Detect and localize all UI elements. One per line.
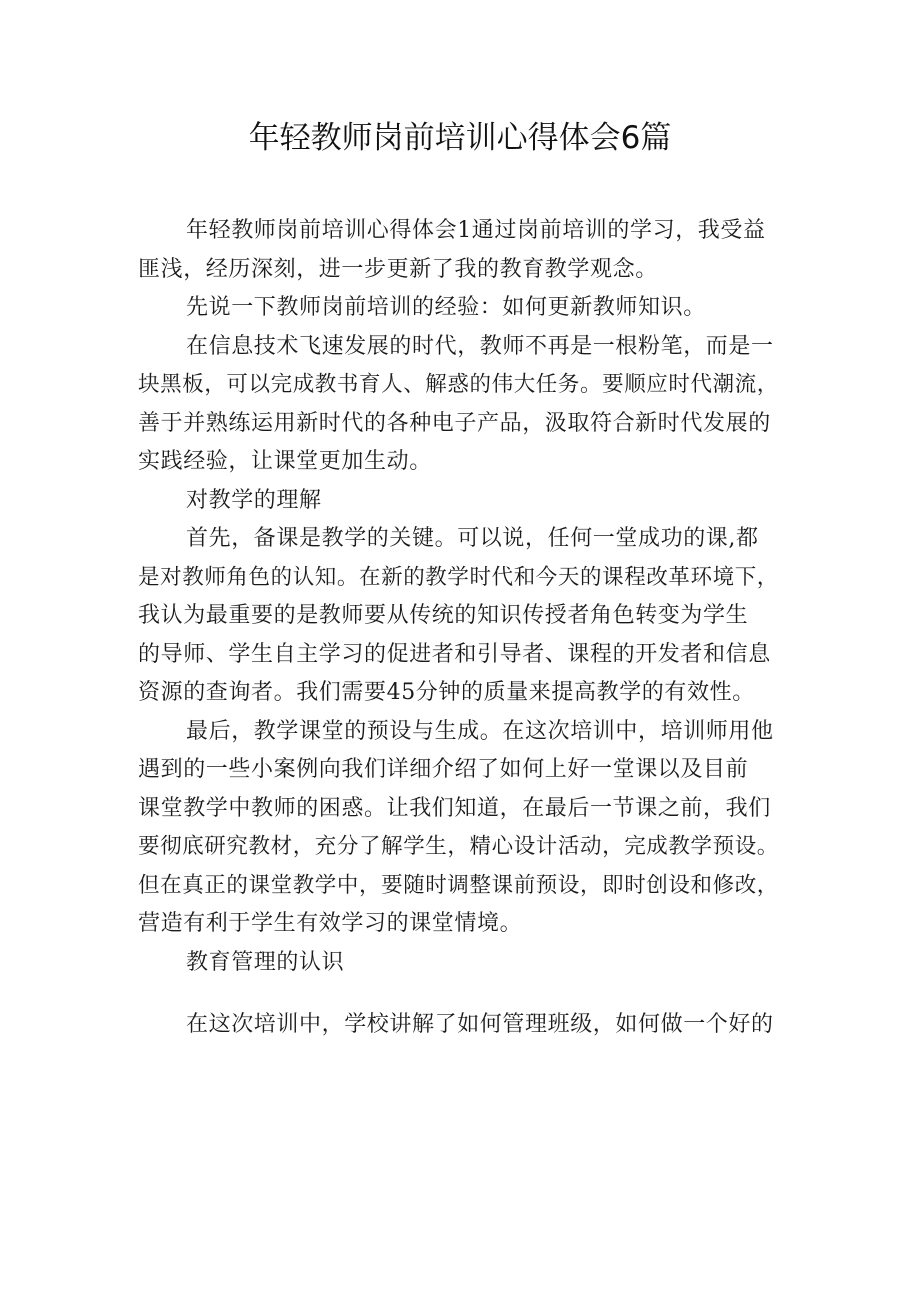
paragraph-line: 年轻教师岗前培训心得体会1通过岗前培训的学习，我受益 bbox=[186, 218, 766, 243]
paragraph-line: 遇到的一些小案例向我们详细介绍了如何上好一堂课以及目前 bbox=[138, 757, 749, 782]
paragraph-line: 首先，备课是教学的关键。可以说，任何一堂成功的课,都 bbox=[186, 526, 759, 551]
paragraph-line: 实践经验，让课堂更加生动。 bbox=[138, 449, 432, 474]
document-title: 年轻教师岗前培训心得体会6篇 bbox=[248, 120, 672, 156]
section-heading bbox=[138, 944, 786, 983]
document-body bbox=[138, 212, 786, 1045]
paragraph-line: 我认为最重要的是教师要从传统的知识传授者角色转变为学生 bbox=[138, 603, 749, 628]
paragraph-line: 对教学的理解 bbox=[186, 487, 322, 513]
paragraph bbox=[138, 289, 786, 328]
paragraph-line: 营造有利于学生有效学习的课堂情境。 bbox=[138, 911, 523, 936]
paragraph-line: 要彻底研究教材，充分了解学生，精心设计活动，完成教学预设。 bbox=[138, 834, 779, 859]
paragraph-line: 块黑板，可以完成教书育人、解惑的伟大任务。要顺应时代潮流， bbox=[138, 372, 779, 397]
section-heading bbox=[138, 482, 786, 521]
paragraph bbox=[138, 713, 786, 944]
paragraph-line: 在这次培训中，学校讲解了如何管理班级，如何做一个好的 bbox=[186, 1012, 774, 1037]
paragraph-line: 最后，教学课堂的预设与生成。在这次培训中，培训师用他 bbox=[186, 718, 774, 744]
paragraph bbox=[138, 520, 786, 713]
paragraph-line: 的导师、学生自主学习的促进者和引导者、课程的开发者和信息 bbox=[138, 641, 771, 667]
paragraph-line: 课堂教学中教师的困惑。让我们知道，在最后一节课之前，我们 bbox=[138, 795, 771, 821]
paragraph bbox=[138, 1006, 786, 1045]
paragraph bbox=[138, 212, 786, 289]
paragraph-line: 在信息技术飞速发展的时代，教师不再是一根粉笔，而是一 bbox=[186, 333, 774, 359]
paragraph-line: 匪浅，经历深刻，进一步更新了我的教育教学观念。 bbox=[138, 256, 658, 282]
paragraph-line: 善于并熟练运用新时代的各种电子产品，汲取符合新时代发展的 bbox=[138, 410, 771, 436]
paragraph-line: 是对教师角色的认知。在新的教学时代和今天的课程改革环境下， bbox=[138, 564, 779, 590]
paragraph-line: 教育管理的认识 bbox=[186, 949, 345, 975]
paragraph bbox=[138, 328, 786, 482]
paragraph-line: 但在真正的课堂教学中，要随时调整课前预设，即时创设和修改， bbox=[138, 872, 779, 898]
paragraph-line: 资源的查询者。我们需要45分钟的质量来提高教学的有效性。 bbox=[138, 680, 755, 705]
paragraph-line: 先说一下教师岗前培训的经验：如何更新教师知识。 bbox=[186, 295, 706, 320]
